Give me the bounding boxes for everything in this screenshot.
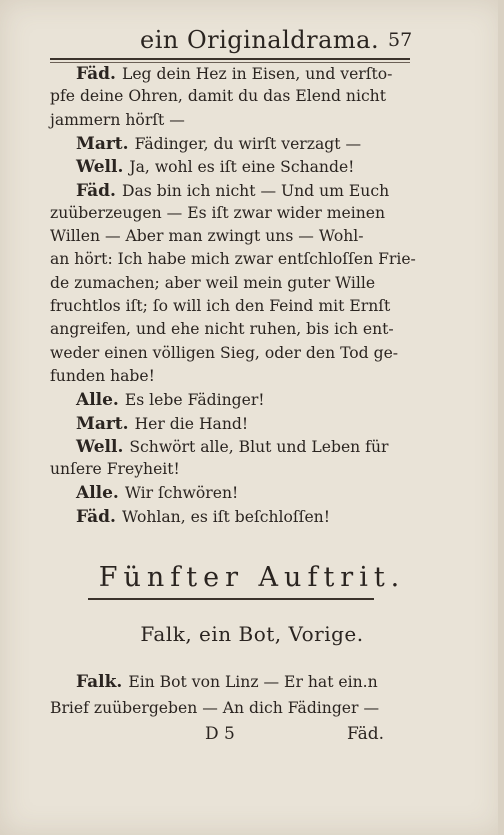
line-text: Es lebe Fädinger!: [124, 391, 265, 410]
line-text: an hört: Ich habe mich zwar entſchloſſen Frie-: [50, 250, 416, 269]
line-text: jammern hörſt —: [50, 110, 185, 129]
speaker-name: Fäd.: [76, 506, 116, 527]
text-line: [76, 483, 238, 503]
page-header: [0, 22, 504, 62]
line-text: de zumachen; aber weil mein guter Wille: [50, 273, 376, 292]
speaker-name: Falk.: [76, 672, 123, 692]
text-line: [76, 134, 361, 154]
line-text: Ein Bot von Linz — Er hat ein.n: [128, 673, 378, 691]
speaker-name: Alle.: [76, 483, 119, 504]
text-line: [76, 64, 392, 84]
speaker-name: Fäd.: [76, 64, 116, 84]
text-line: [50, 250, 416, 268]
text-line: [76, 414, 248, 434]
line-text: unſere Freyheit!: [50, 460, 180, 479]
line-text: Willen — Aber man zwingt uns — Wohl-: [50, 227, 364, 246]
text-line: [50, 320, 394, 338]
line-text: Das bin ich nicht — Und um Euch: [121, 181, 390, 200]
text-line: [50, 344, 398, 362]
text-line: [50, 87, 386, 105]
text-line: [76, 437, 388, 457]
speaker-name: Mart.: [76, 413, 129, 434]
catchword: Fäd.: [347, 724, 385, 744]
text-line: [50, 227, 364, 245]
page-number: 57: [388, 29, 413, 51]
page-edge: [498, 0, 504, 835]
text-line: [50, 460, 180, 478]
line-text: Brief zuübergeben — An dich Fädinger —: [50, 699, 380, 717]
text-line: [50, 274, 375, 292]
text-line: [50, 699, 379, 717]
text-line: [50, 111, 185, 129]
scene-title: Fünfter Auftrit.: [98, 562, 406, 593]
header-rule-thin: [50, 62, 410, 63]
line-text: pfe deine Ohren, damit du das Elend nicht: [50, 87, 386, 106]
text-line: [76, 390, 265, 410]
signature-mark: D 5: [205, 724, 235, 744]
line-text: Leg dein Hez in Eisen, und verſto-: [121, 65, 393, 83]
scene-rule: [88, 598, 374, 600]
line-text: Ja, wohl es iſt eine Schande!: [129, 158, 355, 177]
text-line: [76, 157, 354, 177]
line-text: Wohlan, es iſt beſchloſſen!: [121, 507, 330, 526]
text-line: [50, 204, 385, 222]
line-text: Fädinger, du wirſt verzagt —: [134, 134, 362, 153]
header-rule: [50, 58, 410, 60]
line-text: Wir ſchwören!: [124, 484, 239, 503]
speaker-name: Well.: [76, 157, 124, 178]
text-line: [50, 367, 155, 385]
speaker-name: Alle.: [76, 390, 119, 411]
line-text: zuüberzeugen — Es iſt zwar wider meinen: [50, 203, 386, 222]
scene-persons: Falk, ein Bot, Vorige.: [140, 622, 364, 646]
line-text: fruchtlos iſt; ſo will ich den Feind mit Ernſt: [50, 297, 391, 315]
text-line: [76, 672, 378, 692]
line-text: weder einen völligen Sieg, oder den Tod ge-: [50, 343, 399, 362]
line-text: Her die Hand!: [134, 414, 249, 433]
text-line: [50, 297, 390, 315]
running-title: ein Originaldrama.: [140, 26, 380, 54]
line-text: funden habe!: [50, 366, 155, 385]
text-line: [76, 181, 389, 201]
speaker-name: Well.: [76, 436, 124, 457]
line-text: Schwört alle, Blut und Leben für: [129, 437, 389, 456]
line-text: angreifen, und ehe nicht ruhen, bis ich ent-: [50, 320, 394, 339]
speaker-name: Mart.: [76, 133, 129, 154]
text-line: [76, 507, 330, 527]
speaker-name: Fäd.: [76, 180, 116, 201]
